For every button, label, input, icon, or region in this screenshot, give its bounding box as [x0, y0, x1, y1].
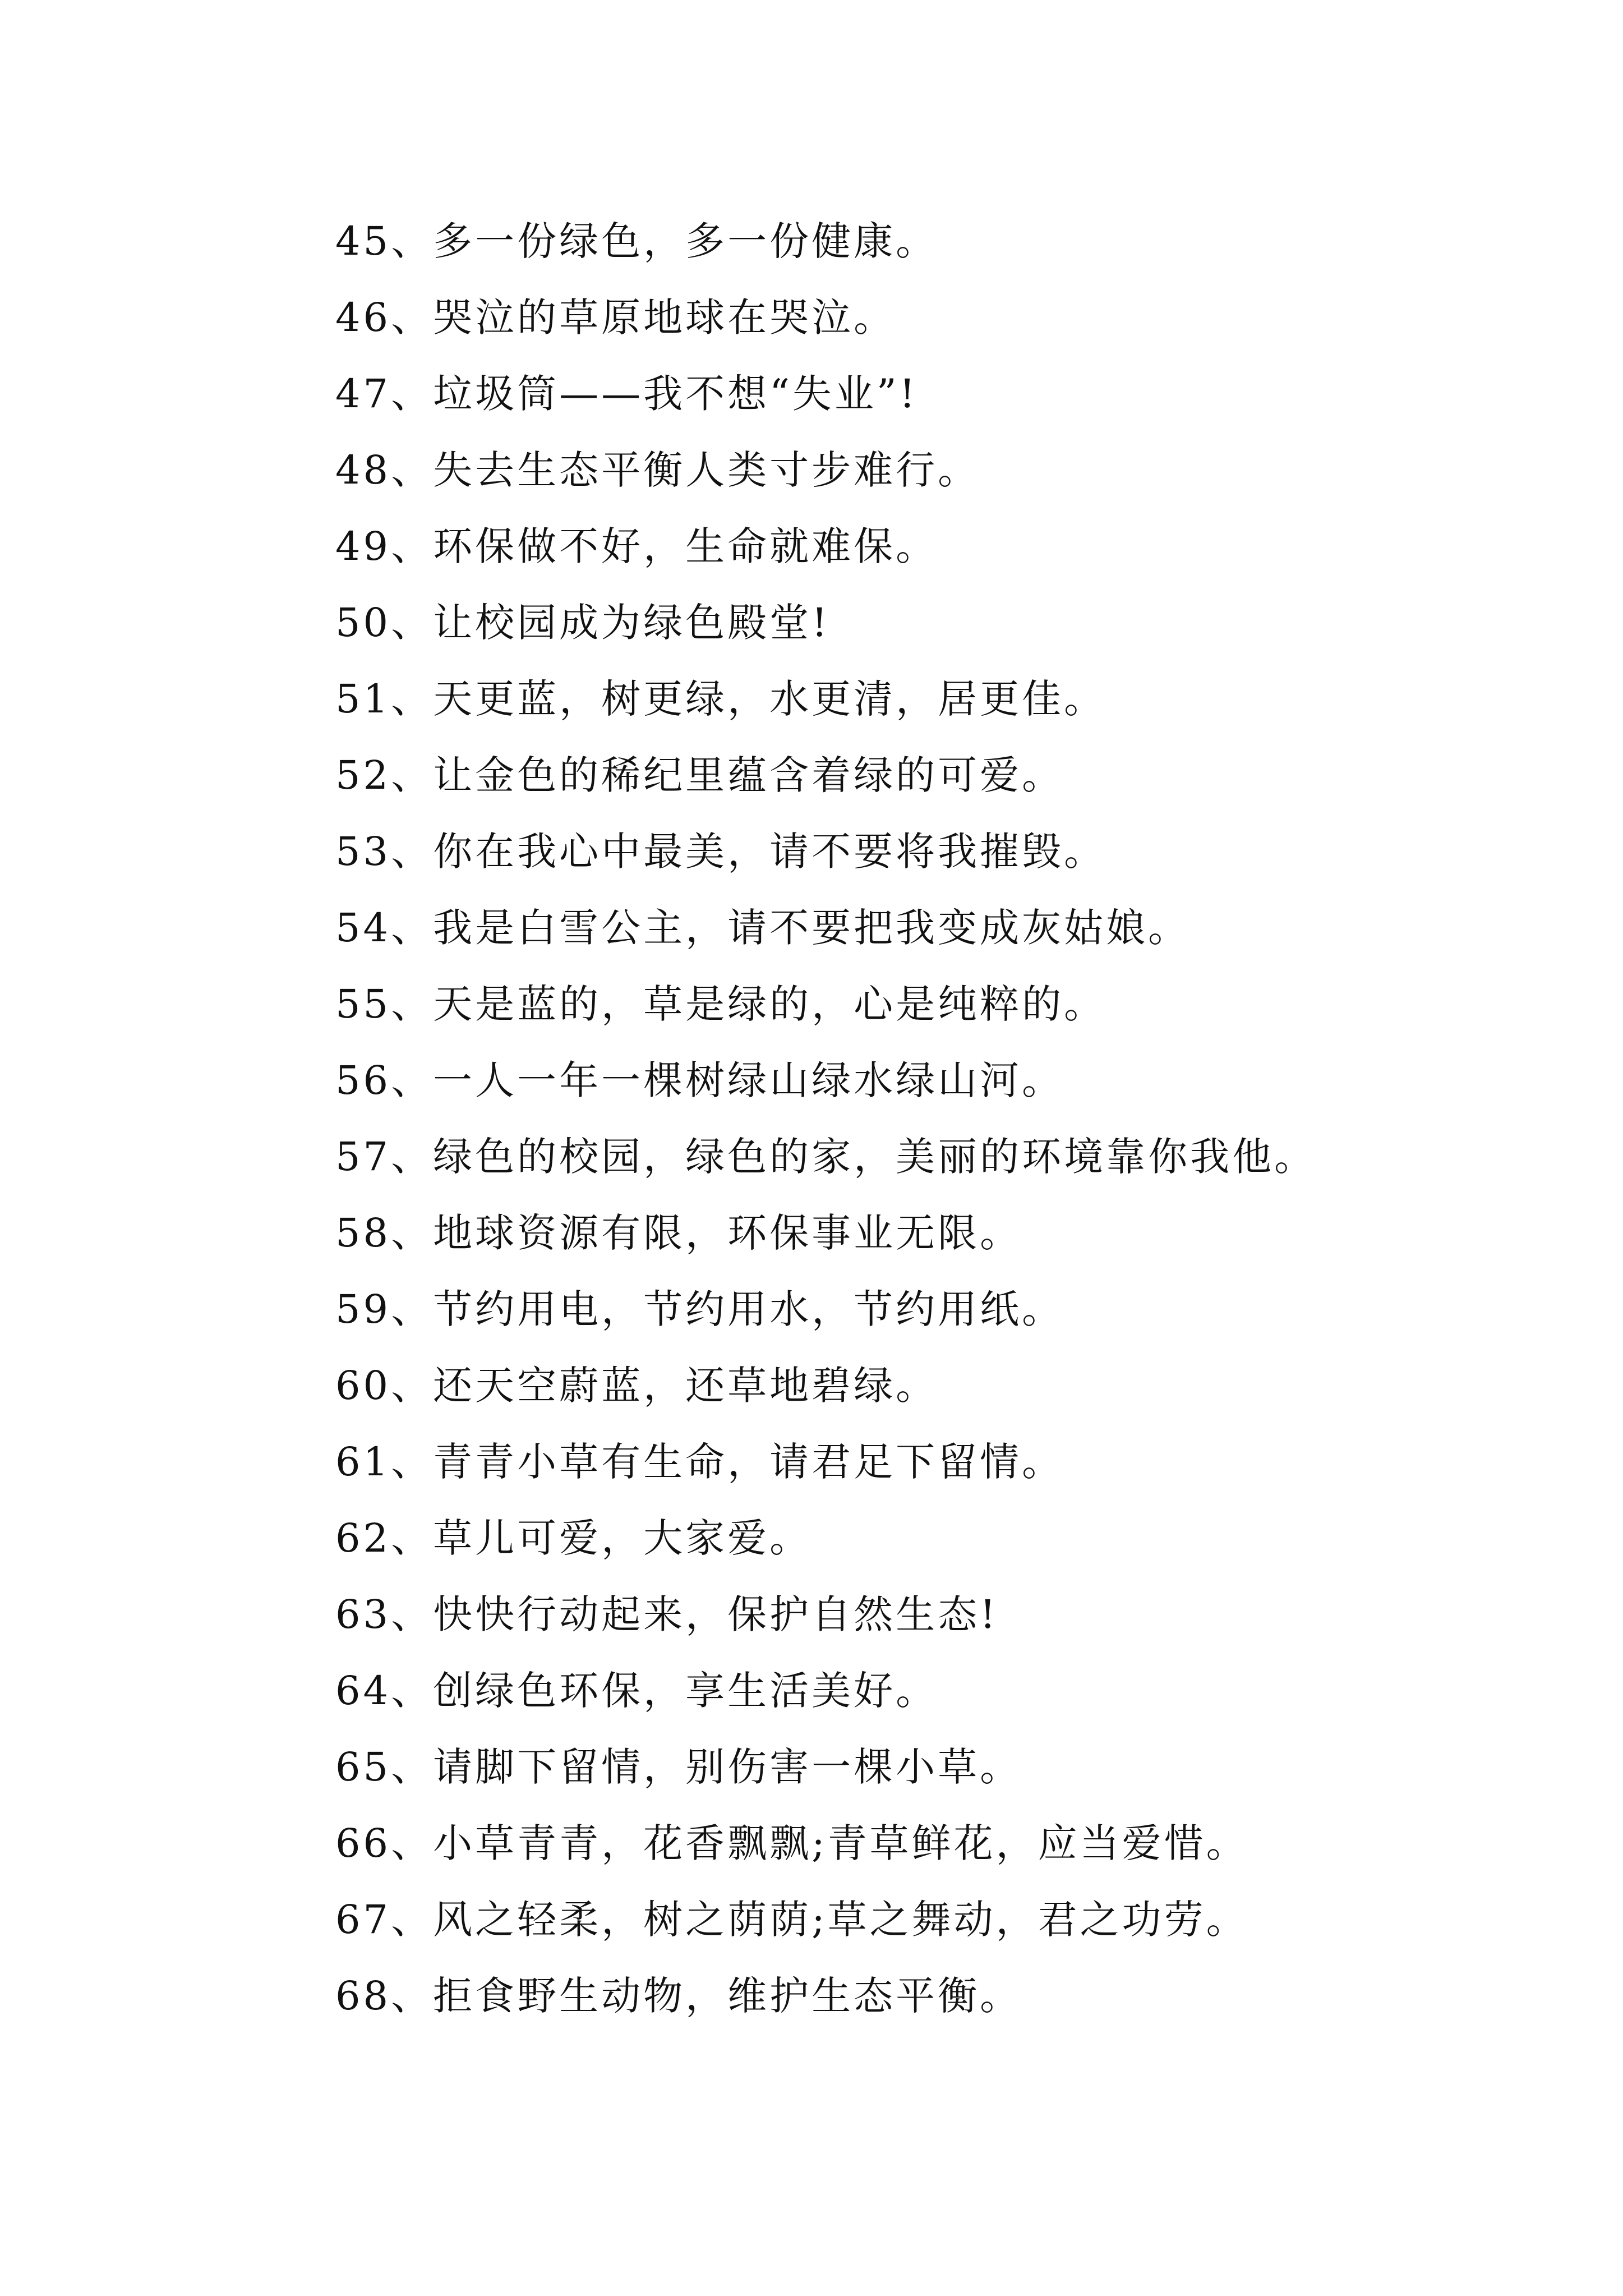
- slogan-line: 64、创绿色环保，享生活美好。: [335, 1668, 938, 1714]
- slogan-line: 48、失去生态平衡人类寸步难行。: [335, 447, 980, 493]
- slogan-line: 56、一人一年一棵树绿山绿水绿山河。: [335, 1057, 1064, 1103]
- slogan-line: 54、我是白雪公主，请不要把我变成灰姑娘。: [335, 905, 1191, 951]
- slogan-line: 67、风之轻柔，树之荫荫;草之舞动，君之功劳。: [335, 1897, 1248, 1943]
- slogan-line: 55、天是蓝的，草是绿的，心是纯粹的。: [335, 981, 1106, 1027]
- slogan-line: 62、草儿可爱，大家爱。: [335, 1515, 812, 1561]
- slogan-line: 68、拒食野生动物，维护生态平衡。: [335, 1973, 1022, 2019]
- slogan-line: 61、青青小草有生命，请君足下留情。: [335, 1439, 1064, 1485]
- slogan-line: 58、地球资源有限，环保事业无限。: [335, 1210, 1022, 1256]
- slogan-line: 66、小草青青，花香飘飘;青草鲜花，应当爱惜。: [335, 1820, 1248, 1866]
- slogan-line: 50、让校园成为绿色殿堂!: [335, 600, 831, 646]
- slogan-line: 53、你在我心中最美，请不要将我摧毁。: [335, 829, 1106, 875]
- slogan-line: 59、节约用电，节约用水，节约用纸。: [335, 1286, 1064, 1332]
- slogan-line: 52、让金色的稀纪里蕴含着绿的可爱。: [335, 752, 1064, 798]
- slogan-line: 47、垃圾筒——我不想“失业”!: [335, 371, 918, 417]
- slogan-line: 65、请脚下留情，别伤害一棵小草。: [335, 1744, 1022, 1790]
- slogan-list: [335, 203, 1457, 2034]
- slogan-line: 60、还天空蔚蓝，还草地碧绿。: [335, 1363, 938, 1409]
- slogan-line: 63、快快行动起来，保护自然生态!: [335, 1591, 999, 1637]
- slogan-line: 57、绿色的校园，绿色的家，美丽的环境靠你我他。: [335, 1134, 1317, 1180]
- slogan-line: 45、多一份绿色，多一份健康。: [335, 218, 938, 264]
- slogan-line: 46、哭泣的草原地球在哭泣。: [335, 295, 896, 341]
- slogan-line: 49、环保做不好，生命就难保。: [335, 523, 938, 569]
- slogan-line: 51、天更蓝，树更绿，水更清，居更佳。: [335, 676, 1106, 722]
